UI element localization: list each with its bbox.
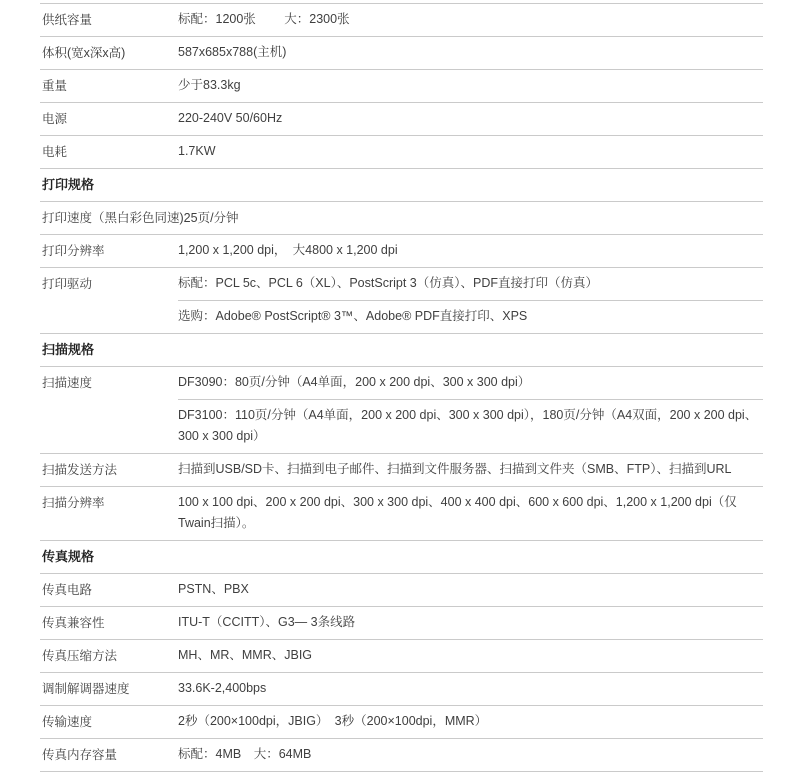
spec-value-line: 100 x 100 dpi、200 x 200 dpi、300 x 300 dpi、400 x 400 dpi、600 x 600 dpi、1,200 x 1,200 dpi（仅Twain扫描）。 xyxy=(178,495,737,530)
row-dimensions xyxy=(40,37,763,70)
spec-value-line: PSTN、PBX xyxy=(178,582,249,596)
row-weight xyxy=(40,70,763,103)
spec-value-line: 33.6K-2,400bps xyxy=(178,681,267,695)
spec-label: 扫描速度 xyxy=(42,376,93,390)
spec-value xyxy=(178,4,763,36)
spec-value xyxy=(178,487,763,540)
spec-label: 电源 xyxy=(42,112,68,126)
spec-label: 打印分辨率 xyxy=(42,244,105,258)
spec-value xyxy=(178,706,763,738)
spec-value-line: MH、MR、MMR、JBIG xyxy=(178,648,313,662)
spec-value xyxy=(178,574,763,606)
spec-label: 传真内存容量 xyxy=(42,748,118,762)
row-scan-speed xyxy=(40,367,763,454)
section-header: 打印规格 xyxy=(42,177,95,192)
spec-value-line: DF3090：80页/分钟（A4单面，200 x 200 dpi、300 x 300 dpi） xyxy=(178,375,531,389)
spec-value xyxy=(178,235,763,267)
spec-value xyxy=(178,37,763,69)
spec-table xyxy=(40,3,763,772)
spec-value xyxy=(178,103,763,135)
row-scan-resolution xyxy=(40,487,763,541)
section-fax-specs xyxy=(40,541,763,574)
spec-value-line: 少于83.3kg xyxy=(178,78,241,92)
spec-value xyxy=(178,367,763,453)
row-paper-supply-capacity xyxy=(40,4,763,37)
spec-value-line: 2秒（200×100dpi，JBIG） 3秒（200×100dpi，MMR） xyxy=(178,714,488,728)
spec-value xyxy=(178,454,763,486)
spec-label: 体积(宽x深x高) xyxy=(42,46,126,60)
spec-value-line: 标配：1200张 大：2300张 xyxy=(178,12,350,26)
spec-value-line: 1,200 x 1,200 dpi， 大4800 x 1,200 dpi xyxy=(178,243,398,257)
row-fax-compatibility xyxy=(40,607,763,640)
spec-label: 电耗 xyxy=(42,145,68,159)
spec-label: 传真电路 xyxy=(42,583,93,597)
section-scan-specs xyxy=(40,334,763,367)
spec-value xyxy=(178,70,763,102)
spec-label: 传真兼容性 xyxy=(42,616,105,630)
spec-label: 传真压缩方法 xyxy=(42,649,118,663)
spec-value xyxy=(178,607,763,639)
row-print-drivers xyxy=(40,268,763,334)
spec-value-line: ITU-T（CCITT）、G3— 3条线路 xyxy=(178,615,356,629)
row-transmission-speed xyxy=(40,706,763,739)
spec-value-line: 标配：4MB 大：64MB xyxy=(178,747,312,761)
row-print-speed xyxy=(40,202,763,235)
spec-value xyxy=(178,268,763,333)
section-header: 扫描规格 xyxy=(42,342,95,357)
row-fax-compression xyxy=(40,640,763,673)
row-fax-memory xyxy=(40,739,763,772)
spec-value-line: 587x685x788(主机) xyxy=(178,45,287,59)
spec-full-text: 打印速度（黑白彩色同速)25页/分钟 xyxy=(42,211,239,225)
section-header: 传真规格 xyxy=(42,549,95,564)
spec-label: 扫描分辨率 xyxy=(42,496,105,510)
row-power-supply xyxy=(40,103,763,136)
spec-value-line: 220-240V 50/60Hz xyxy=(178,111,283,125)
spec-label: 扫描发送方法 xyxy=(42,463,118,477)
spec-value-line: 标配：PCL 5c、PCL 6（XL）、PostScript 3（仿真）、PDF直接打印（仿真） xyxy=(178,276,598,290)
spec-value xyxy=(178,640,763,672)
row-scan-send-methods xyxy=(40,454,763,487)
row-print-resolution xyxy=(40,235,763,268)
section-print-specs xyxy=(40,169,763,202)
spec-value xyxy=(178,673,763,705)
spec-label: 传输速度 xyxy=(42,715,93,729)
spec-value-line: 选购：Adobe® PostScript® 3™、Adobe® PDF直接打印、XPS xyxy=(178,300,763,333)
spec-value-line: 1.7KW xyxy=(178,144,216,158)
row-modem-speed xyxy=(40,673,763,706)
spec-value-line: 扫描到USB/SD卡、扫描到电子邮件、扫描到文件服务器、扫描到文件夹（SMB、FTP）、扫描到URL xyxy=(178,462,732,476)
spec-label: 供纸容量 xyxy=(42,13,93,27)
spec-label: 打印驱动 xyxy=(42,277,93,291)
spec-value xyxy=(178,136,763,168)
spec-label: 重量 xyxy=(42,79,68,93)
spec-value-line: DF3100：110页/分钟（A4单面，200 x 200 dpi、300 x 300 dpi），180页/分钟（A4双面，200 x 200 dpi、300 x 300 dpi） xyxy=(178,399,763,453)
spec-value xyxy=(178,739,763,771)
row-fax-circuit xyxy=(40,574,763,607)
row-power-consumption xyxy=(40,136,763,169)
spec-label: 调制解调器速度 xyxy=(42,682,130,696)
